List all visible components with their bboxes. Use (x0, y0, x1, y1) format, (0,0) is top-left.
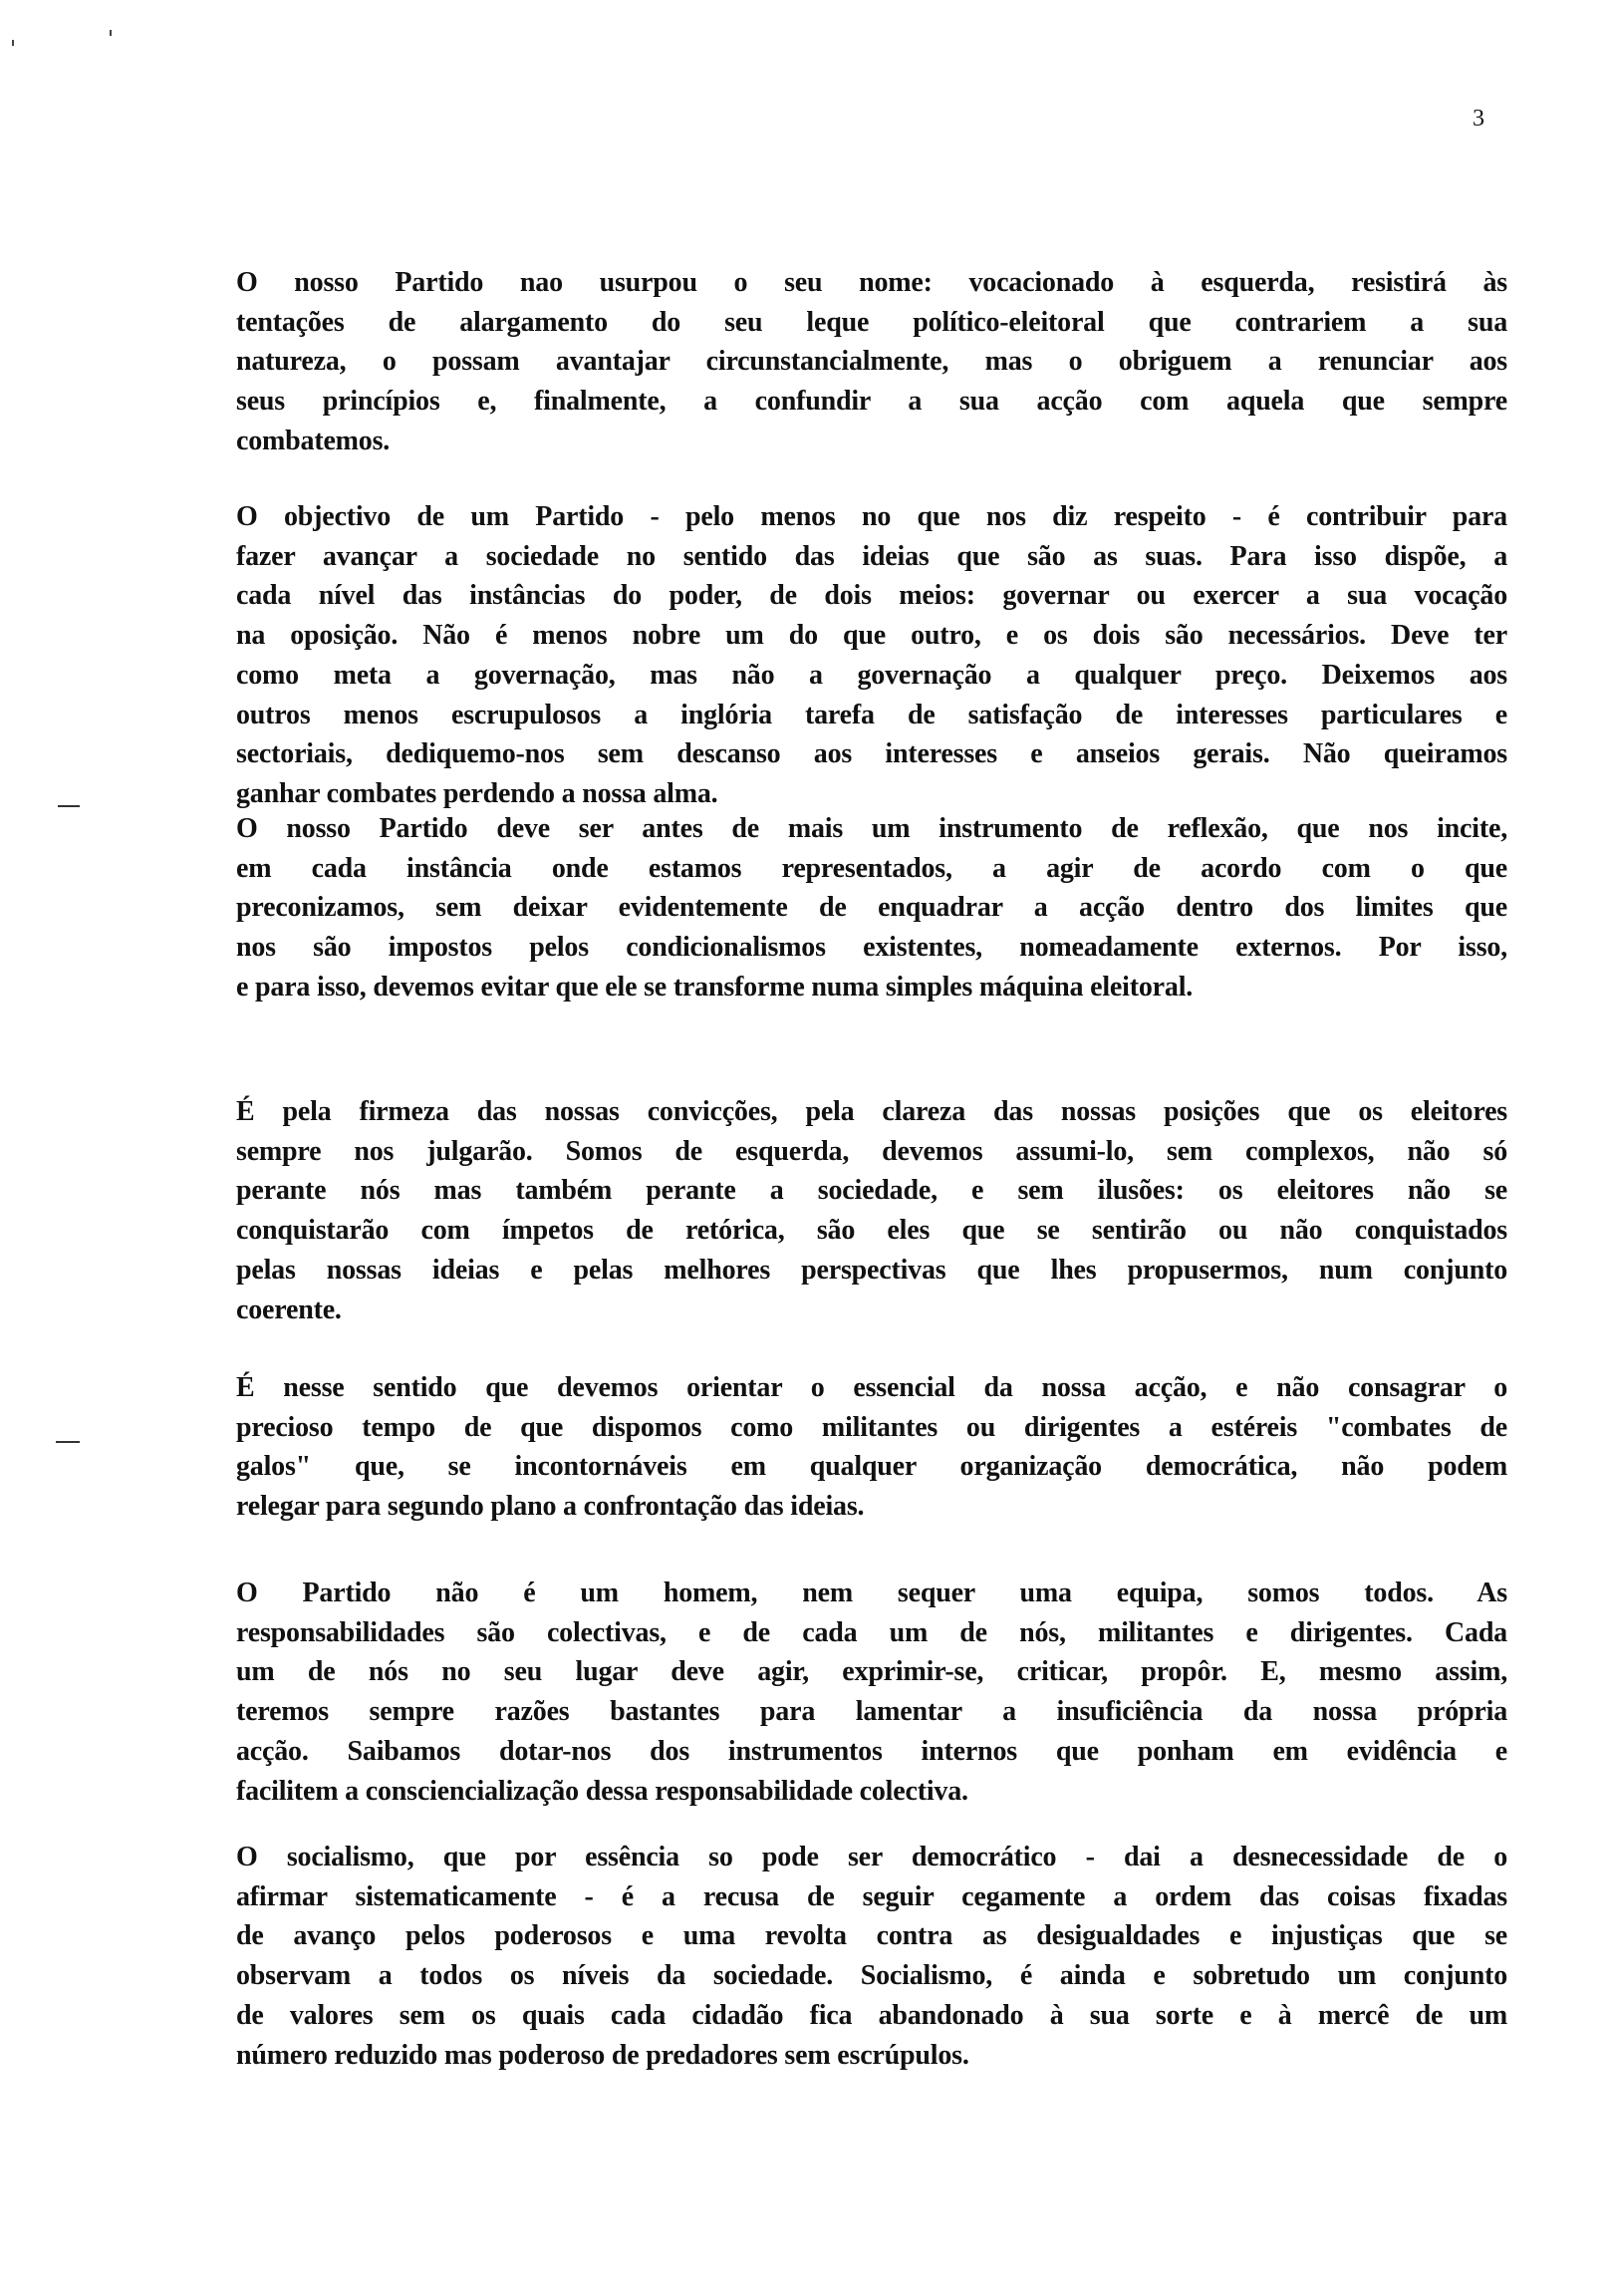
text-line: O nosso Partido deve ser antes de mais um instrumento de reflexão, que nos incite, (236, 813, 1507, 844)
text-line: de valores sem os quais cada cidadão fica abandonado à sua sorte e à mercê de um (236, 1999, 1507, 2031)
text-line: É nesse sentido que devemos orientar o essencial da nossa acção, e não consagrar o (236, 1372, 1507, 1403)
scan-mark (110, 30, 112, 36)
text-line: O Partido não é um homem, nem sequer uma equipa, somos todos. As (236, 1578, 1507, 1608)
paragraph (236, 1368, 1507, 1527)
text-line: sectoriais, dediquemo-nos sem descanso aos interesses e anseios gerais. Não queiramos (236, 738, 1507, 770)
text-line: perante nós mas também perante a sociedade, e sem ilusões: os eleitores não se (236, 1175, 1507, 1207)
text-line: tentações de alargamento do seu leque político-eleitoral que contrariem a sua (236, 306, 1507, 338)
text-line: como meta a governação, mas não a governação a qualquer preço. Deixemos aos (236, 659, 1507, 691)
text-line: pelas nossas ideias e pelas melhores perspectivas que lhes propusermos, num conjunto (236, 1254, 1507, 1286)
paragraph (236, 1574, 1507, 1811)
text-line: teremos sempre razões bastantes para lamentar a insuficiência da nossa própria (236, 1696, 1507, 1728)
text-line: um de nós no seu lugar deve agir, exprimir-se, criticar, propôr. E, mesmo assim, (236, 1656, 1507, 1688)
text-line: responsabilidades são colectivas, e de cada um de nós, militantes e dirigentes. Cada (236, 1616, 1507, 1648)
text-line: número reduzido mas poderoso de predadores sem escrúpulos. (236, 2039, 969, 2071)
scan-mark (12, 40, 14, 46)
text-line: precioso tempo de que dispomos como militantes ou dirigentes a estéreis "combates de (236, 1411, 1507, 1443)
text-line: nos são impostos pelos condicionalismos existentes, nomeadamente externos. Por isso, (236, 932, 1507, 964)
paragraph (236, 1838, 1507, 2075)
text-line: e para isso, devemos evitar que ele se transforme numa simples máquina eleitoral. (236, 971, 1194, 1003)
text-line: sempre nos julgarão. Somos de esquerda, devemos assumi-lo, sem complexos, não só (236, 1135, 1507, 1167)
text-line: seus princípios e, finalmente, a confundir a sua acção com aquela que sempre (236, 386, 1507, 418)
text-line: relegar para segundo plano a confrontação das ideias. (236, 1491, 865, 1523)
paragraph (236, 1092, 1507, 1329)
text-line: fazer avançar a sociedade no sentido das ideias que são as suas. Para isso dispõe, a (236, 540, 1507, 572)
text-line: de avanço pelos poderosos e uma revolta contra as desigualdades e injustiças que se (236, 1920, 1507, 1952)
text-line: galos" que, se incontornáveis em qualquer organização democrática, não podem (236, 1451, 1507, 1483)
paragraph (236, 497, 1507, 814)
text-line: conquistarão com ímpetos de retórica, são eles que se sentirão ou não conquistados (236, 1215, 1507, 1247)
text-line: na oposição. Não é menos nobre um do que outro, e os dois são necessários. Deve ter (236, 620, 1507, 652)
text-line: natureza, o possam avantajar circunstancialmente, mas o obriguem a renunciar aos (236, 346, 1507, 378)
text-line: coerente. (236, 1293, 342, 1325)
text-line: ganhar combates perdendo a nossa alma. (236, 777, 718, 809)
text-line: O nosso Partido nao usurpou o seu nome: vocacionado à esquerda, resistirá às (236, 267, 1507, 298)
text-line: O objectivo de um Partido - pelo menos no que nos diz respeito - é contribuir para (236, 501, 1507, 532)
text-line: em cada instância onde estamos representados, a agir de acordo com o que (236, 852, 1507, 884)
paragraph (236, 809, 1507, 1007)
text-line: outros menos escrupulosos a inglória tarefa de satisfação de interesses particulares e (236, 699, 1507, 730)
margin-mark (58, 805, 80, 807)
text-line: acção. Saibamos dotar-nos dos instrumentos internos que ponham em evidência e (236, 1735, 1507, 1767)
paragraph (236, 263, 1507, 461)
page-number: 3 (1473, 106, 1484, 132)
text-line: combatemos. (236, 425, 391, 456)
text-line: facilitem a consciencialização dessa responsabilidade colectiva. (236, 1775, 968, 1807)
text-line: O socialismo, que por essência so pode ser democrático - dai a desnecessidade de o (236, 1842, 1507, 1872)
text-line: preconizamos, sem deixar evidentemente de enquadrar a acção dentro dos limites que (236, 892, 1507, 924)
margin-mark (56, 1441, 80, 1443)
text-line: cada nível das instâncias do poder, de dois meios: governar ou exercer a sua vocação (236, 580, 1507, 612)
text-line: observam a todos os níveis da sociedade. Socialismo, é ainda e sobretudo um conjunto (236, 1960, 1507, 1992)
text-line: É pela firmeza das nossas convicções, pela clareza das nossas posições que os eleitores (236, 1096, 1507, 1127)
text-line: afirmar sistematicamente - é a recusa de seguir cegamente a ordem das coisas fixadas (236, 1880, 1507, 1912)
